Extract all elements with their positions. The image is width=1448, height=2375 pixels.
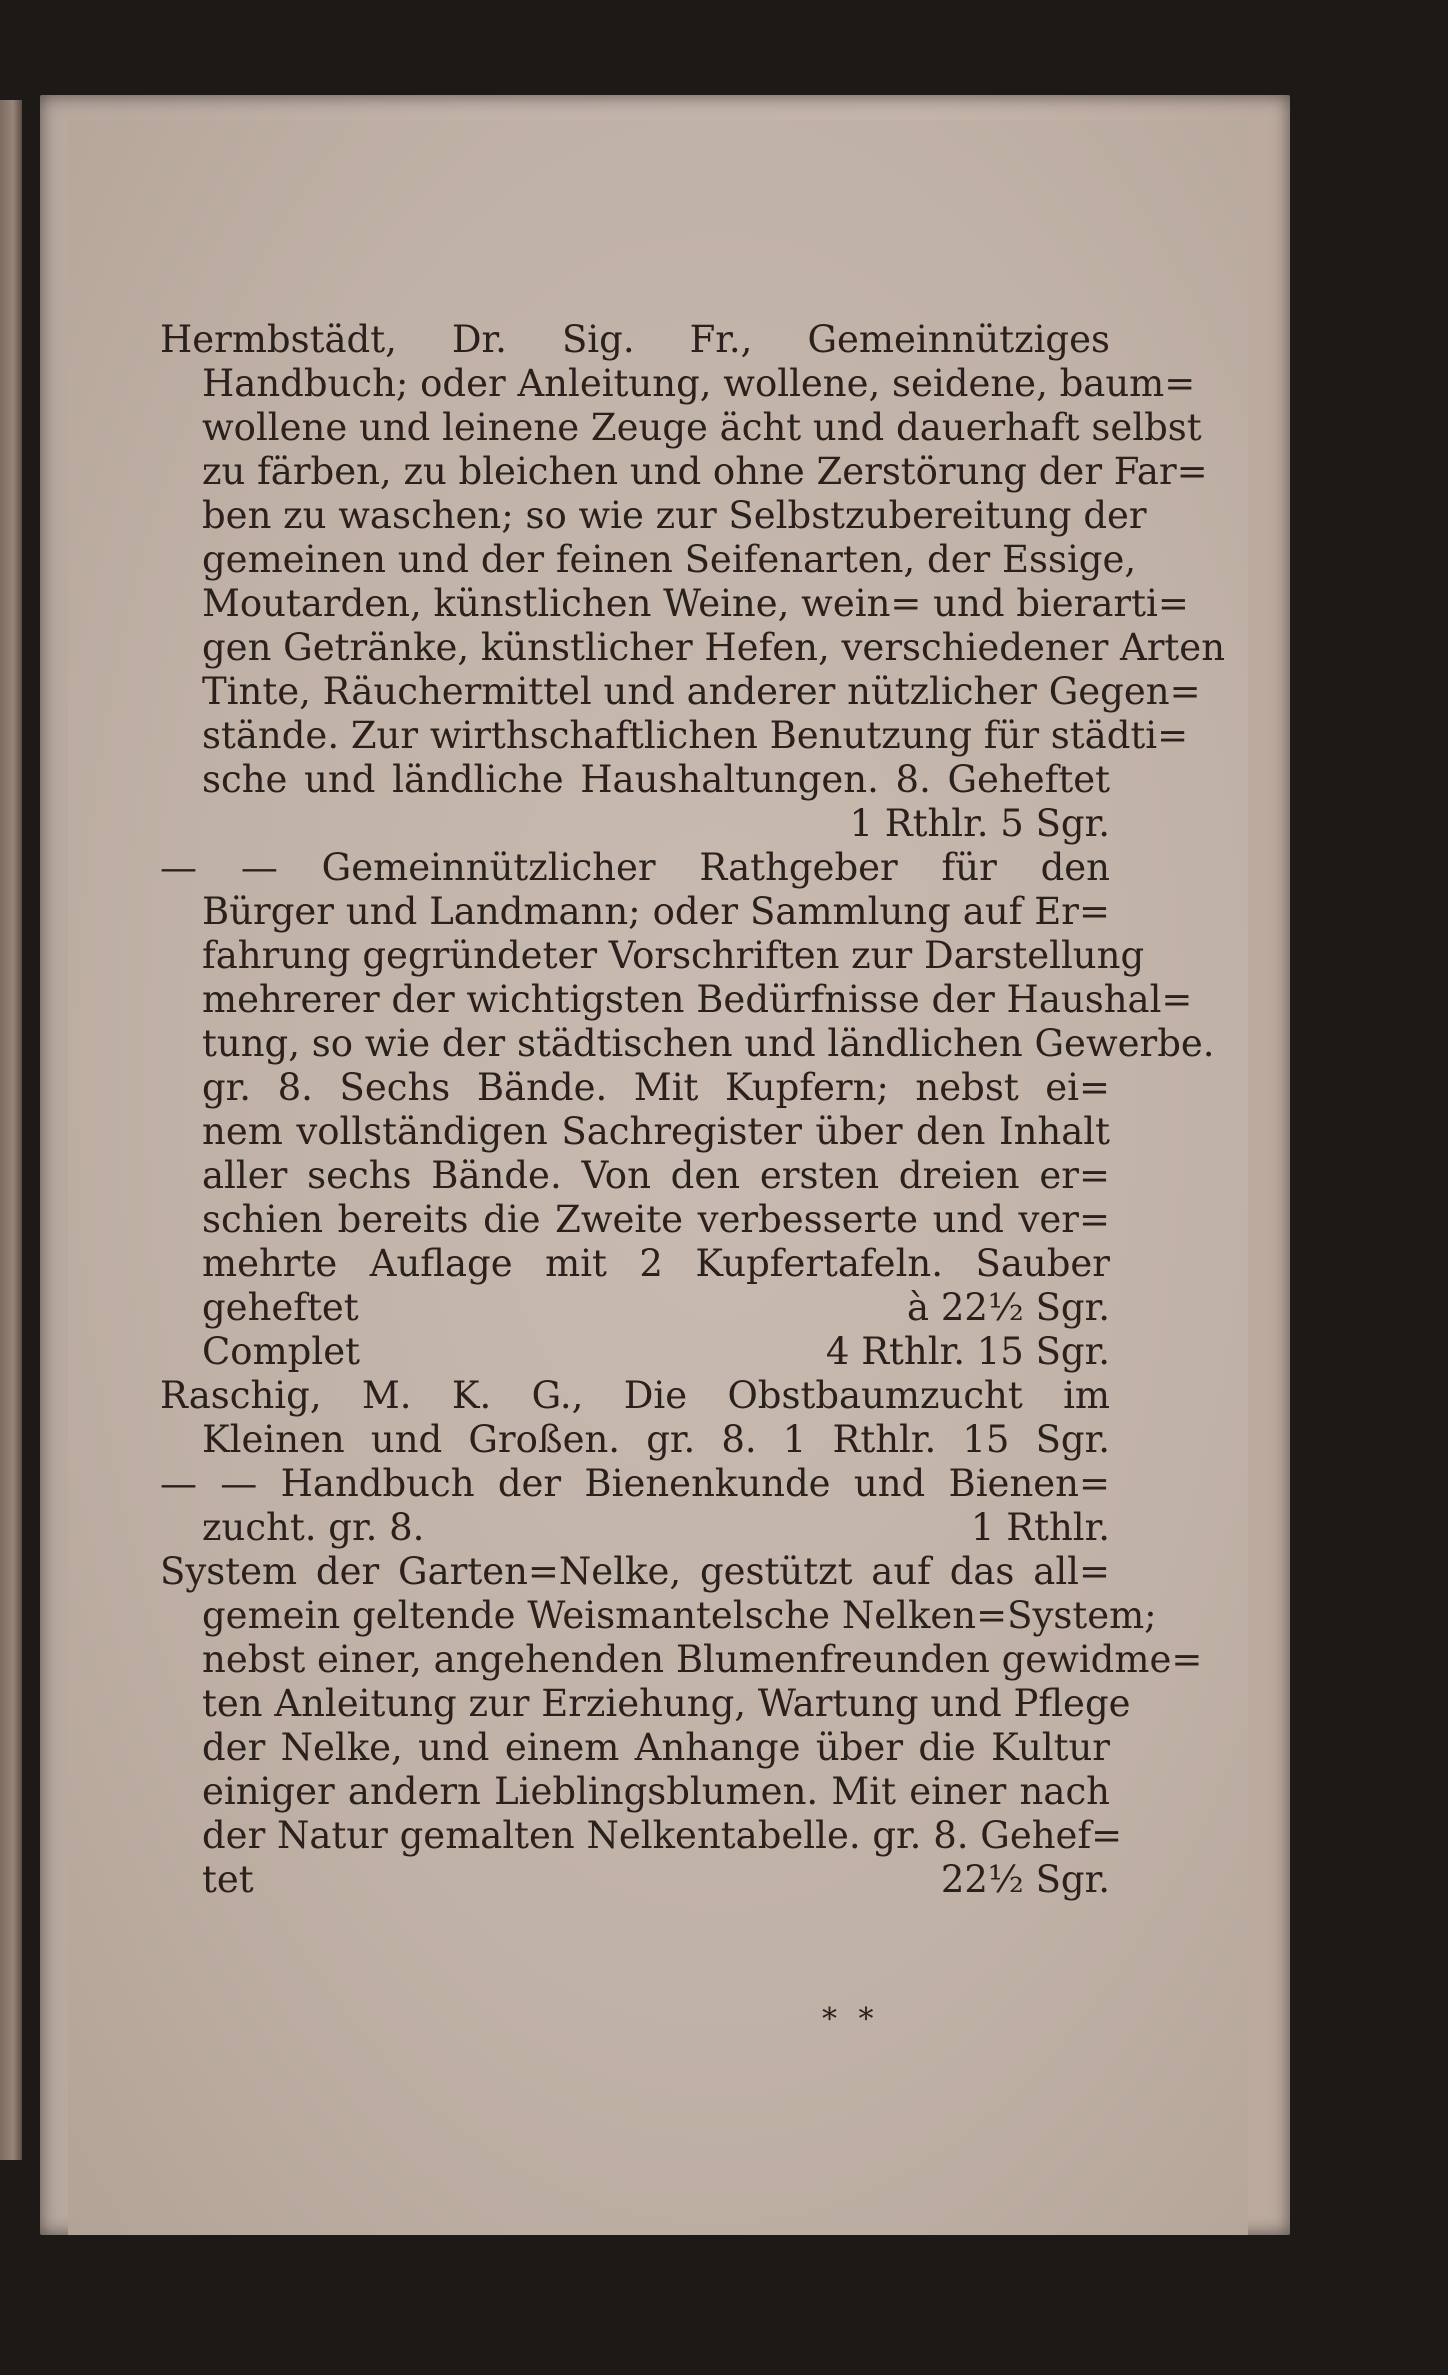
facing-page-edge <box>0 100 22 2160</box>
catalog-entry-rathgeber <box>160 846 1215 1374</box>
entry-line: sche und ländliche Haushaltungen. 8. Geheftet <box>202 758 1110 801</box>
entry-line: Handbuch; oder Anleitung, wollene, seidene, baum= <box>202 362 1196 405</box>
entry-line: fahrung gegründeter Vorschriften zur Darstellung <box>202 934 1145 977</box>
entry-line: Bürger und Landmann; oder Sammlung auf Er= <box>202 890 1110 933</box>
entry-line: ben zu waschen; so wie zur Selbstzubereitung der <box>202 494 1147 537</box>
entry-line: einiger andern Lieblingsblumen. Mit einer nach <box>202 1770 1110 1813</box>
catalog-entry-raschig-obstbaumzucht <box>160 1374 1110 1462</box>
price-value: à 22½ Sgr. <box>907 1286 1110 1329</box>
price-row <box>160 1286 1110 1330</box>
entry-line: stände. Zur wirthschaftlichen Benutzung für städti= <box>202 714 1189 757</box>
entry-line: nem vollständigen Sachregister über den Inhalt <box>202 1110 1110 1153</box>
catalog-entry-hermbstaedt-handbuch <box>160 318 1226 846</box>
entry-price: 1 Rthlr. 5 Sgr. <box>849 802 1110 845</box>
price-row <box>160 1330 1110 1374</box>
price-label: zucht. gr. 8. <box>202 1506 425 1549</box>
entry-line: nebst einer, angehenden Blumenfreunden gewidme= <box>202 1638 1203 1681</box>
entry-line: — — Handbuch der Bienenkunde und Bienen= <box>160 1462 1110 1505</box>
entry-line: Moutarden, künstlichen Weine, wein= und bierarti= <box>202 582 1189 625</box>
entry-line: Tinte, Räuchermittel und anderer nützlicher Gegen= <box>202 670 1201 713</box>
price-label: tet <box>202 1858 254 1901</box>
signature-mark: * * <box>822 2002 880 2037</box>
price-value: 4 Rthlr. 15 Sgr. <box>825 1330 1110 1373</box>
entry-line: gr. 8. Sechs Bände. Mit Kupfern; nebst ei= <box>202 1066 1110 1109</box>
entry-line: tung, so wie der städtischen und ländlichen Gewerbe. <box>202 1022 1215 1065</box>
entry-line: — — Gemeinnützlicher Rathgeber für den <box>160 846 1110 889</box>
entry-line: Hermbstädt, Dr. Sig. Fr., Gemeinnütziges <box>160 318 1110 361</box>
price-row <box>160 1506 1110 1550</box>
price-value: 1 Rthlr. <box>970 1506 1110 1549</box>
catalog-entry-bienenkunde <box>160 1462 1110 1550</box>
entry-line: der Natur gemalten Nelkentabelle. gr. 8. Gehef= <box>202 1814 1123 1857</box>
entry-line: Raschig, M. K. G., Die Obstbaumzucht im <box>160 1374 1110 1417</box>
price-label: geheftet <box>202 1286 359 1329</box>
entry-line: aller sechs Bände. Von den ersten dreien er= <box>202 1154 1110 1197</box>
entry-line: schien bereits die Zweite verbesserte und ver= <box>202 1198 1110 1241</box>
entry-line: wollene und leinene Zeuge ächt und dauerhaft selbst <box>202 406 1202 449</box>
price-label: Complet <box>202 1330 360 1373</box>
price-value: 22½ Sgr. <box>940 1858 1110 1901</box>
entry-line: ten Anleitung zur Erziehung, Wartung und Pflege <box>202 1682 1131 1725</box>
entry-line: gemein geltende Weismantelsche Nelken=System; <box>202 1594 1157 1637</box>
entry-line: Kleinen und Großen. gr. 8. 1 Rthlr. 15 Sgr. <box>202 1418 1110 1461</box>
catalog-entry-garten-nelke <box>160 1550 1203 1902</box>
price-row <box>160 1858 1110 1902</box>
entry-line: System der Garten=Nelke, gestützt auf das all= <box>160 1550 1110 1593</box>
entry-line: zu färben, zu bleichen und ohne Zerstörung der Far= <box>202 450 1208 493</box>
entry-line: gen Getränke, künstlicher Hefen, verschiedener Arten <box>202 626 1226 669</box>
catalog-text <box>160 318 1226 1902</box>
entry-line: mehrerer der wichtigsten Bedürfnisse der Haushal= <box>202 978 1193 1021</box>
entry-line: der Nelke, und einem Anhange über die Kultur <box>202 1726 1110 1769</box>
entry-line: gemeinen und der feinen Seifenarten, der Essige, <box>202 538 1137 581</box>
entry-line: mehrte Auflage mit 2 Kupfertafeln. Sauber <box>202 1242 1110 1285</box>
